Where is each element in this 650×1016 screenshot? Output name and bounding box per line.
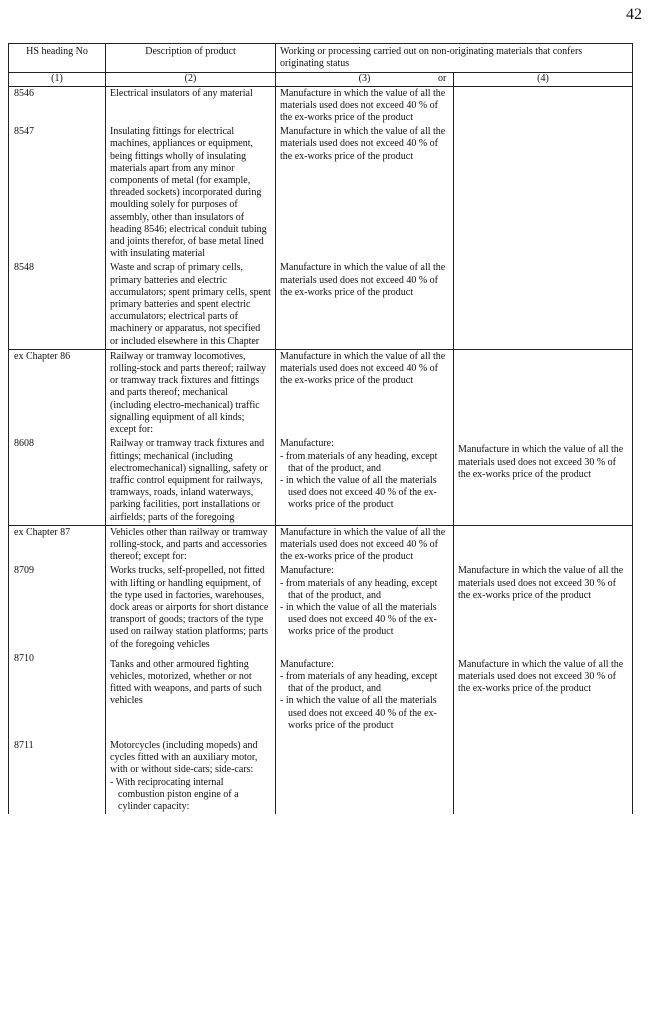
working-rule-4 <box>454 525 633 564</box>
working-rule-3 <box>276 525 454 564</box>
table-row <box>9 349 633 437</box>
rule-text: Manufacture: <box>280 565 334 577</box>
working-rule-4 <box>454 86 633 125</box>
description-text: Works trucks, self-propelled, not fitted with lifting or handling equipment, of the type used in factories, warehouses, dock areas or airports for short distance transport of goods; tractors of the type used on railway station platforms; parts of the foregoing vehicles <box>110 565 269 650</box>
page-number: 42 <box>626 6 642 23</box>
table-row <box>9 652 633 733</box>
rule-text: Manufacture in which the value of all the materials used does not exceed 40 % of the ex-works price of the product <box>280 87 446 124</box>
working-rule-4 <box>454 261 633 349</box>
description-text: Waste and scrap of primary cells, primary batteries and electric accumulators; spent primary cells, spent primary batteries and spent electric accumulators; electrical parts of machinery or apparatus, not specified or included elsewhere in this Chapter <box>110 262 271 347</box>
description-text: Railway or tramway track fixtures and fittings; mechanical (including electromechanical) signalling, safety or traffic control equipment for railways, tramways, roads, inland waterways, parking facilities, port installations or airfields; parts of the foregoing <box>110 438 268 523</box>
product-description <box>106 564 276 651</box>
rule-condition: - from materials of any heading, except that of the product, and <box>280 450 438 474</box>
rule-conditions <box>280 671 449 732</box>
table-row <box>9 261 633 349</box>
working-rule-4 <box>454 652 633 733</box>
hs-code: ex Chapter 87 <box>9 525 106 564</box>
working-rule-4 <box>454 564 633 651</box>
working-rule-3 <box>276 261 454 349</box>
product-description <box>106 733 276 814</box>
column-number-2: (2) <box>106 73 276 86</box>
working-rule-3 <box>276 437 454 525</box>
rule-condition: - in which the value of all the materials used does not exceed 40 % of the ex-works price of the product <box>280 474 437 511</box>
header-hs-heading: HS heading No <box>9 44 106 73</box>
table-row <box>9 525 633 564</box>
column-number-row <box>9 73 633 86</box>
table-row <box>9 564 633 651</box>
header-row <box>9 44 633 73</box>
hs-code: 8546 <box>9 86 106 125</box>
description-text: Vehicles other than railway or tramway rolling-stock, and parts and accessories thereof; except for: <box>110 526 268 563</box>
column-number-3-cell <box>276 73 454 86</box>
description-text: Tanks and other armoured fighting vehicles, motorized, whether or not fitted with weapons, and parts of such vehicles <box>110 658 262 707</box>
column-number-1: (1) <box>9 73 106 86</box>
hs-code-text: 8711 <box>14 739 34 751</box>
hs-code: 8608 <box>9 437 106 525</box>
hs-code <box>9 733 106 814</box>
header-description: Description of product <box>106 44 276 73</box>
rule-text: Manufacture: <box>280 658 334 670</box>
rule-text: Manufacture in which the value of all the materials used does not exceed 40 % of the ex-works price of the product <box>280 526 446 563</box>
rule-conditions <box>280 578 449 639</box>
product-description <box>106 437 276 525</box>
rule-text: Manufacture in which the value of all the materials used does not exceed 30 % of the ex-works price of the product <box>458 565 624 601</box>
rule-text: Manufacture: <box>280 438 334 450</box>
or-label: or <box>438 73 447 85</box>
rule-text: Manufacture in which the value of all the materials used does not exceed 40 % of the ex-works price of the product <box>280 262 446 298</box>
product-description <box>106 261 276 349</box>
description-text: Railway or tramway locomotives, rolling-stock and parts thereof; railway or tramway track fixtures and fittings and parts thereof; mechanical (including electro-mechanical) traffic signalling equipment of all kinds; except for: <box>110 350 267 436</box>
description-text: Insulating fittings for electrical machines, appliances or equipment, being fittings wholly of insulating materials apart from any minor components of metal (for example, threaded sockets) incorporated during moulding solely for purposes of assembly, other than insulators of heading 8546; electrical conduit tubing and joints therefor, of base metal lined with insulating material <box>110 126 267 260</box>
working-rule-3 <box>276 86 454 125</box>
hs-code: 8710 <box>9 652 106 733</box>
table-row <box>9 437 633 525</box>
hs-code: 8709 <box>9 564 106 651</box>
rule-condition: - from materials of any heading, except that of the product, and <box>280 670 438 695</box>
product-description <box>106 349 276 437</box>
working-rule-4 <box>454 125 633 261</box>
rule-text: Manufacture in which the value of all the materials used does not exceed 30 % of the ex-works price of the product <box>458 658 624 695</box>
working-rule-4 <box>454 733 633 814</box>
working-rule-4 <box>454 349 633 437</box>
rule-text: Manufacture in which the value of all the materials used does not exceed 40 % of the ex-works price of the product <box>280 126 446 162</box>
rule-text: Manufacture in which the value of all the materials used does not exceed 30 % of the ex-works price of the product <box>458 444 624 480</box>
working-rule-3 <box>276 125 454 261</box>
rule-text: Manufacture in which the value of all the materials used does not exceed 40 % of the ex-works price of the product <box>280 350 446 387</box>
header-working-processing: Working or processing carried out on non-originating materials that confers originating status <box>276 44 633 73</box>
column-number-4: (4) <box>454 73 633 86</box>
working-rule-4 <box>454 437 633 525</box>
hs-code: 8547 <box>9 125 106 261</box>
product-description <box>106 652 276 733</box>
table-row <box>9 125 633 261</box>
product-description <box>106 86 276 125</box>
working-rule-3 <box>276 349 454 437</box>
rule-condition: - in which the value of all the materials used does not exceed 40 % of the ex-works price of the product <box>280 601 437 638</box>
working-rule-3 <box>276 564 454 651</box>
description-subitem: - With reciprocating internal combustion piston engine of a cylinder capacity: <box>110 776 239 812</box>
description-subitems <box>110 777 271 814</box>
description-text: Electrical insulators of any material <box>110 87 253 99</box>
working-rule-3 <box>276 733 454 814</box>
rules-of-origin-table <box>8 43 632 1003</box>
hs-code: ex Chapter 86 <box>9 349 106 437</box>
rule-condition: - in which the value of all the materials used does not exceed 40 % of the ex-works price of the product <box>280 695 437 731</box>
hs-code: 8548 <box>9 261 106 349</box>
product-description <box>106 525 276 564</box>
description-text: Motorcycles (including mopeds) and cycles fitted with an auxiliary motor, with or without side-cars; side-cars: <box>110 739 258 776</box>
rule-conditions <box>280 451 449 512</box>
table-row <box>9 733 633 814</box>
product-description <box>106 125 276 261</box>
table-row <box>9 86 633 125</box>
working-rule-3 <box>276 652 454 733</box>
column-number-3: (3) <box>358 73 371 85</box>
rule-condition: - from materials of any heading, except that of the product, and <box>280 577 438 601</box>
